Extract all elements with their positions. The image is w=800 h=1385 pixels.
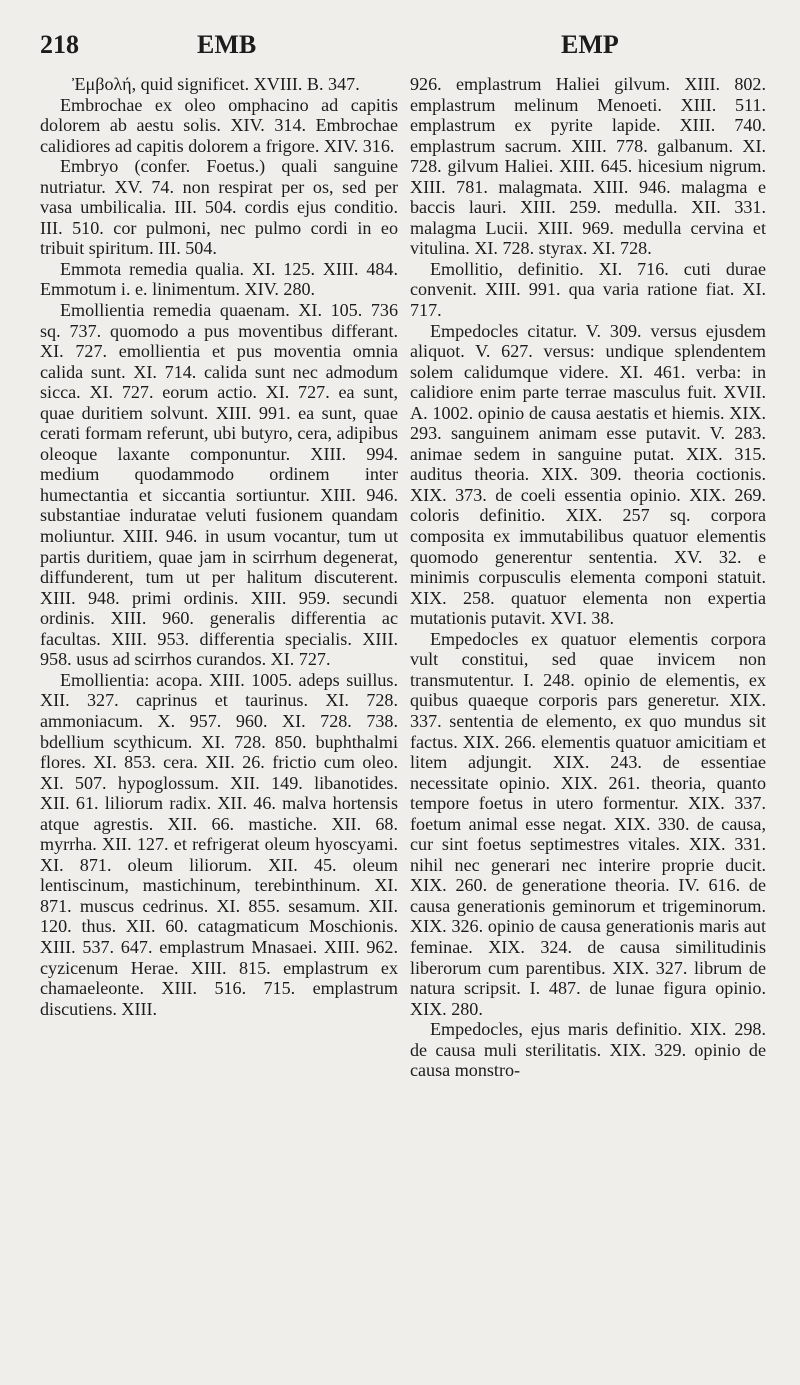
- running-header: [0, 30, 800, 64]
- index-entry-embole: Ἐμβολή, quid significet. XVIII. B. 347.: [72, 74, 360, 94]
- index-entry-empedocles-maris: Empedocles, ejus maris definitio. XIX. 298. de causa muli sterilitatis. XIX. 329. opinio de causa monstro-: [410, 1019, 766, 1081]
- left-column-heading: EMB: [197, 30, 257, 59]
- page-number: 218: [40, 30, 79, 59]
- index-entry-emollientia-list: Emollientia: acopa. XIII. 1005. adeps suillus. XII. 327. caprinus et taurinus. XI. 728. ammoniacum. X. 957. 960. XI. 728. 738. bdellium scythicum. XI. 728. 850. buphthalmi flores. XI. 853. cera. XII. 26. frictio cum oleo. XI. 507. hypoglossum. XII. 149. libanotides. XII. 61. liliorum radix. XII. 46. malva hortensis atque agrestis. XII. 66. mastiche. XII. 68. myrrha. XII. 127. et refrigerat oleum hyoscyami. XI. 871. oleum liliorum. XII. 45. oleum lentiscinum, mastichinum, terebinthinum. XI. 871. muscus cedrinus. XI. 855. sesamum. XII. 120. thus. XII. 60. catagmaticum Moschionis. XIII. 537. 647. emplastrum Mnasaei. XIII. 962. cyzicenum Herae. XIII. 815. emplastrum ex chamaeleonte. XIII. 516. 715. emplastrum discutiens. XIII.: [40, 669, 398, 1019]
- index-entry-emmota: Emmota remedia qualia. XI. 125. XIII. 484. Emmotum i. e. linimentum. XIV. 280.: [40, 258, 398, 300]
- index-entry-embryo: Embryo (confer. Foetus.) quali sanguine nutriatur. XV. 74. non respirat per os, sed per vasa umbilicalia. III. 504. cordis ejus conditio. III. 510. cor pulmoni, nec pulmo cordi in eo tribuit spiritum. III. 504.: [40, 156, 398, 259]
- right-column-heading: EMP: [561, 30, 619, 59]
- index-entry-embrochae: Embrochae ex oleo omphacino ad capitis dolorem ab aestu solis. XIV. 314. Embrochae calidiores ad capitis dolorem a frigore. XIV. 316.: [40, 94, 398, 156]
- index-entry-emollitio: Emollitio, definitio. XI. 716. cuti durae convenit. XIII. 991. qua varia ratione fiat. XI. 717.: [410, 258, 766, 321]
- index-entry-empedocles-elementis: Empedocles ex quatuor elementis corpora vult constitui, sed quae invicem non transmutentur. I. 248. opinio de elementis, ex quibus quaeque corporis pars generetur. XIX. 337. sententia de elemento, ex quo mundus sit factus. XIX. 266. elementis quatuor amicitiam et litem adjungit. XIX. 243. de essentiae necessitate opinio. XIX. 261. theoria, quanto tempore foetus in utero formentur. XIX. 337. foetum animal esse negat. XIX. 330. de causa, cur sint foetus septimestres vitales. XIX. 331. nihil nec generari nec interire proprie ducit. XIX. 260. de generatione theoria. IV. 616. de causa generationis geminorum et trigeminorum. XIX. 326. opinio de causa generationis maris aut feminae. XIX. 324. de causa similitudinis liberorum cum parentibus. XIX. 327. librum de natura scripsit. I. 487. de lunae figura opinio. XIX. 280.: [410, 628, 766, 1019]
- right-column: [410, 74, 766, 1081]
- index-entry-emollientia-continued: 926. emplastrum Haliei gilvum. XIII. 802. emplastrum melinum Menoeti. XIII. 511. emplastrum ex pyrite lapide. XIII. 740. emplastrum sacrum. XIII. 778. galbanum. XI. 728. gilvum Haliei. XIII. 645. hicesium nigrum. XIII. 781. malagmata. XIII. 946. malagma e baccis lauri. XIII. 259. medulla. XII. 331. malagma Lucii. XIII. 969. medulla cervina et vitulina. XI. 728. styrax. XI. 728.: [410, 74, 766, 259]
- index-entry-empedocles: Empedocles citatur. V. 309. versus ejusdem aliquot. V. 627. versus: undique splendentem solem calidumque videre. XI. 461. verba: in calidiore enim parte terrae masculus fuit. XVII. A. 1002. opinio de causa aestatis et hiemis. XIX. 293. sanguinem animam esse putavit. V. 283. animae sedem in sanguine putat. XIX. 315. auditus theoria. XIX. 309. theoria coctionis. XIX. 373. de coeli essentia opinio. XIX. 269. coloris definitio. XIX. 257 sq. corpora composita ex immutabilibus quatuor elementis quomodo generentur sententia. XV. 32. e minimis corpusculis elementa componi statuit. XIX. 258. quatuor elementa non expertia mutationis putavit. XVI. 38.: [410, 320, 766, 629]
- left-column: [40, 74, 398, 1019]
- index-entry-emollientia: Emollientia remedia quaenam. XI. 105. 736 sq. 737. quomodo a pus moventibus differant. XI. 727. emollientia et pus moventia omnia calida sunt. XI. 714. calida sunt nec admodum sicca. XI. 727. eorum actio. XI. 727. ea sunt, quae duritiem solvunt. XIII. 991. ea sunt, quae cerati formam referunt, ubi butyro, cera, adipibus oleoque laxante componuntur. XIII. 994. medium quodammodo ordinem inter humectantia et siccantia sortiuntur. XIII. 946. substantiae induratae veluti fusionem quandam moliuntur. XIII. 946. in usum vocantur, tum ut partis duritiem, quae jam in scirrhum degenerat, diffunderent, tum ut per halitum discuterent. XIII. 948. primi ordinis. XIII. 959. secundi ordinis. XIII. 960. generalis differentia ac facultas. XIII. 953. differentia specialis. XIII. 958. usus ad scirrhos curandos. XI. 727.: [40, 300, 398, 670]
